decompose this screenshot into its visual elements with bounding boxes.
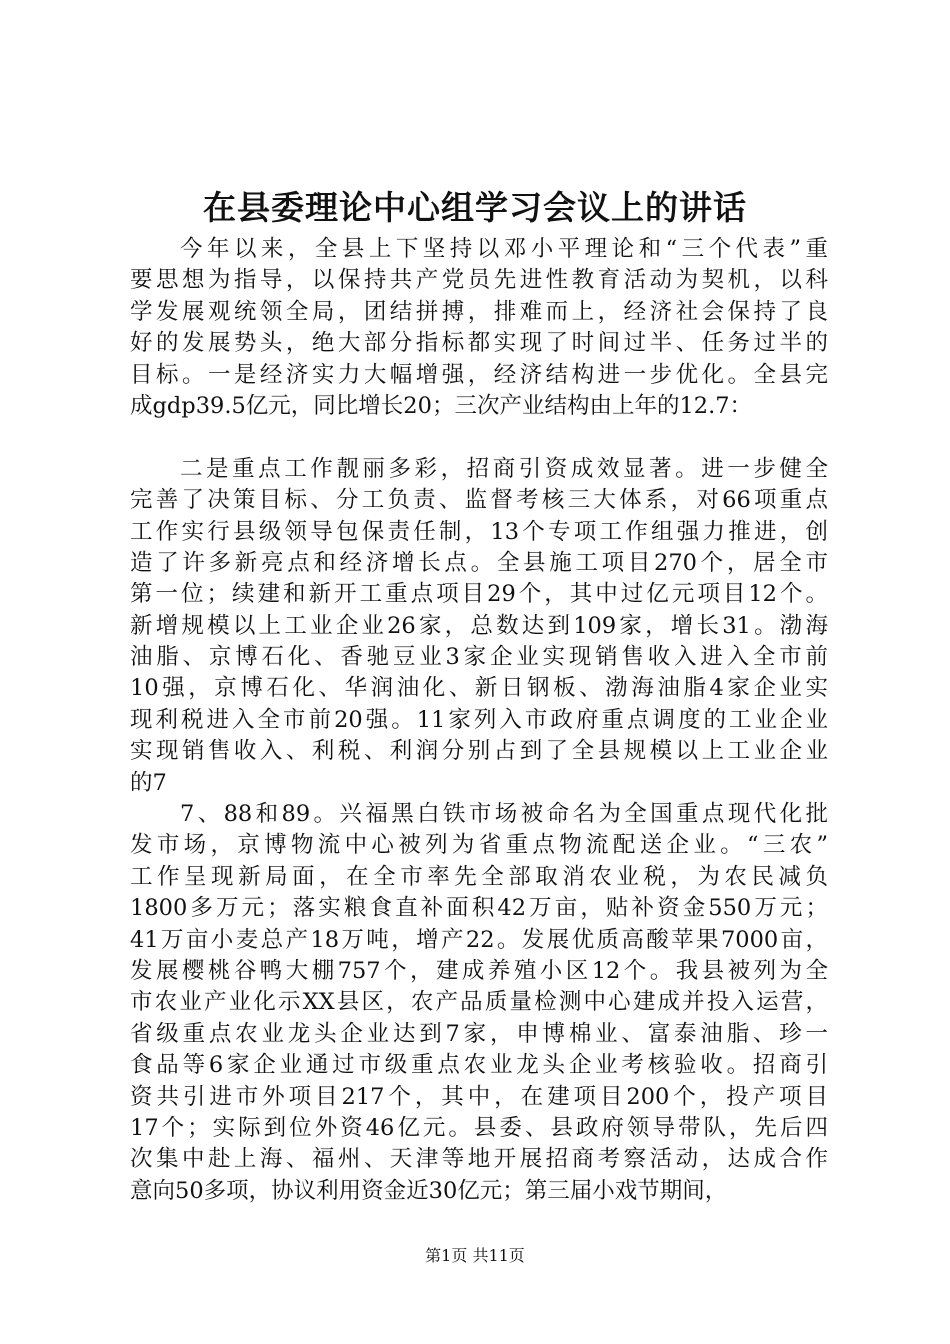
paragraph-2-line: 工作实行县级领导包保责任制，13个专项工作组强力推进，创 xyxy=(130,518,828,545)
paragraph-2-line: 造了许多新亮点和经济增长点。全县施工项目270个，居全市 xyxy=(130,549,828,576)
document-title: 在县委理论中心组学习会议上的讲话 xyxy=(203,188,747,227)
paragraph-1-line: 学发展观统领全局，团结拼搏，排难而上，经济社会保持了良 xyxy=(130,298,828,325)
paragraph-3-line: 41万亩小麦总产18万吨，增产22。发展优质高酸苹果7000亩， xyxy=(130,926,828,953)
paragraph-3-line: 发市场，京博物流中心被列为省重点物流配送企业。“三农” xyxy=(130,832,828,859)
paragraph-3-line: 7、88和89。兴福黑白铁市场被命名为全国重点现代化批 xyxy=(180,801,828,828)
paragraph-1-line: 目标。一是经济实力大幅增强，经济结构进一步优化。全县完 xyxy=(130,361,828,388)
paragraph-3-line: 次集中赴上海、福州、天津等地开展招商考察活动，达成合作 xyxy=(130,1146,828,1173)
paragraph-2-line: 实现销售收入、利税、利润分别占到了全县规模以上工业企业 xyxy=(130,738,828,765)
paragraph-2-line: 新增规模以上工业企业26家，总数达到109家，增长31。渤海 xyxy=(130,612,828,639)
paragraph-3-line: 资共引进市外项目217个，其中，在建项目200个，投产项目 xyxy=(130,1083,828,1110)
paragraph-3-line: 1800多万元；落实粮食直补面积42万亩，贴补资金550万元； xyxy=(130,895,828,922)
paragraph-2-line: 的7 xyxy=(130,769,167,796)
paragraph-1-line: 成gdp39.5亿元，同比增长20；三次产业结构由上年的12.7： xyxy=(130,392,753,419)
paragraph-3-line: 17个；实际到位外资46亿元。县委、县政府领导带队，先后四 xyxy=(130,1114,828,1141)
paragraph-1-line: 今年以来，全县上下坚持以邓小平理论和“三个代表”重 xyxy=(180,236,828,262)
paragraph-1-line: 好的发展势头，绝大部分指标都实现了时间过半、任务过半的 xyxy=(130,330,828,357)
paragraph-2-line: 第一位；续建和新开工重点项目29个，其中过亿元项目12个。 xyxy=(130,581,828,608)
paragraph-3-line: 市农业产业化示XX县区，农产品质量检测中心建成并投入运营， xyxy=(130,989,828,1016)
paragraph-2-line: 现利税进入全市前20强。11家列入市政府重点调度的工业企业 xyxy=(130,706,828,733)
paragraph-2-line: 油脂、京博石化、香驰豆业3家企业实现销售收入进入全市前 xyxy=(130,644,828,671)
paragraph-gap xyxy=(130,422,828,453)
paragraph-3-line: 食品等6家企业通过市级重点农业龙头企业考核验收。招商引 xyxy=(130,1052,828,1079)
paragraph-3-line: 意向50多项，协议利用资金近30亿元；第三届小戏节期间， xyxy=(130,1177,728,1204)
page-footer: 第1页 共11页 xyxy=(425,1246,525,1265)
document-body xyxy=(130,234,828,1207)
paragraph-2-line: 二是重点工作靓丽多彩，招商引资成效显著。进一步健全 xyxy=(180,455,828,482)
paragraph-3-line: 工作呈现新局面，在全市率先全部取消农业税，为农民减负 xyxy=(130,863,828,890)
paragraph-2-line: 10强，京博石化、华润油化、新日钢板、渤海油脂4家企业实 xyxy=(130,675,828,702)
paragraph-3-line: 省级重点农业龙头企业达到7家，申博棉业、富泰油脂、珍一 xyxy=(130,1020,828,1047)
paragraph-2-line: 完善了决策目标、分工负责、监督考核三大体系，对66项重点 xyxy=(130,487,828,514)
paragraph-1-line: 要思想为指导，以保持共产党员先进性教育活动为契机，以科 xyxy=(130,267,828,294)
paragraph-3-line: 发展樱桃谷鸭大棚757个，建成养殖小区12个。我县被列为全 xyxy=(130,957,828,984)
